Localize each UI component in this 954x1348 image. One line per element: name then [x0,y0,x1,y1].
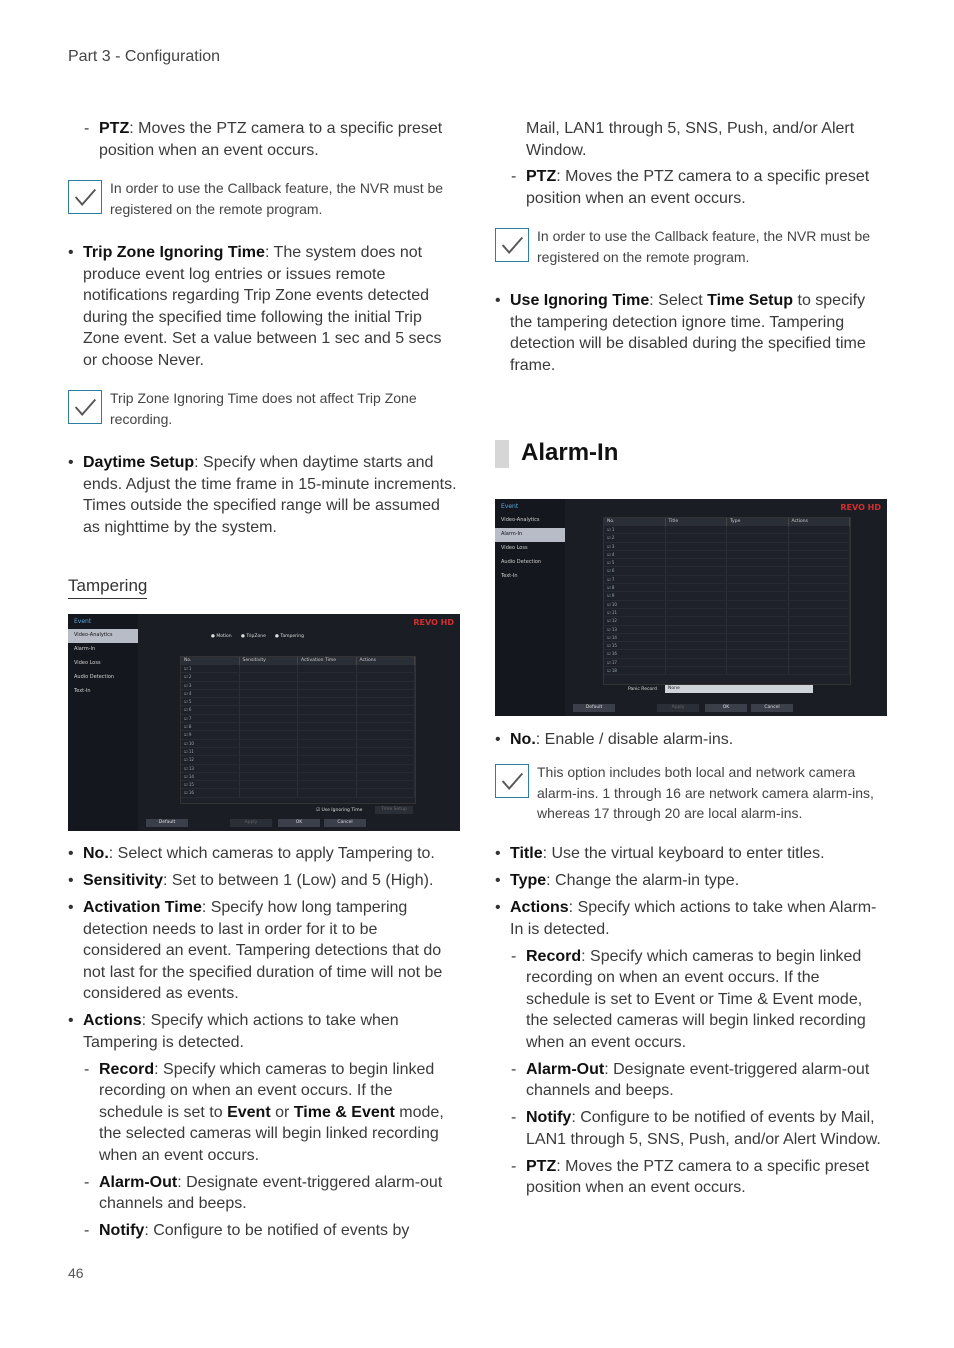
actions-item: • Actions: Specify which actions to take when Alarm-In is detected. [495,897,887,940]
row-number: ☑ 7 [604,576,666,583]
table-row[interactable] [604,592,850,600]
radio-motion[interactable]: ● Motion [211,634,232,639]
table-cell [357,748,416,755]
table-cell [666,667,728,674]
table-cell [727,601,789,608]
table-row[interactable] [181,673,415,681]
table-row[interactable] [604,534,850,542]
alarm-out-item: - Alarm-Out: Designate event-triggered alarm-out channels and beeps. [68,1172,458,1215]
table-cell [240,731,299,738]
row-number: ☑ 4 [604,551,666,558]
table-row[interactable] [181,748,415,756]
table-cell [727,551,789,558]
table-cell [789,617,851,624]
time-setup-button[interactable]: Time Setup [375,806,413,814]
table-cell [789,601,851,608]
table-cell [727,659,789,666]
table-row[interactable] [181,731,415,739]
table-cell [298,740,357,747]
note-callback: In order to use the Callback feature, the NVR must be registered on the remote program. [495,226,887,267]
table-cell [240,706,299,713]
table-cell [357,773,416,780]
table-cell [789,642,851,649]
table-cell [789,650,851,657]
table-row[interactable] [604,567,850,575]
side-item[interactable]: Video Loss [74,660,101,666]
panic-record-select[interactable]: None [665,685,813,693]
check-icon [68,180,102,214]
table-cell [298,723,357,730]
table-row[interactable] [181,706,415,714]
table-cell [666,526,728,533]
table-cell [357,706,416,713]
row-number: ☑ 13 [181,765,240,772]
side-item[interactable]: Audio Detection [74,674,115,680]
table-cell [666,659,728,666]
table-cell [298,748,357,755]
table-cell [298,731,357,738]
left-column [68,118,458,161]
table-cell [357,665,416,672]
row-number: ☑ 5 [181,698,240,705]
row-number: ☑ 14 [181,773,240,780]
table-cell [240,781,299,788]
row-number: ☑ 13 [604,626,666,633]
table-cell [666,634,728,641]
side-item[interactable]: Video-Analytics [68,629,138,643]
table-cell [789,526,851,533]
row-number: ☑ 12 [181,756,240,763]
note-trip-zone: Trip Zone Ignoring Time does not affect Trip Zone recording. [68,388,458,429]
table-row[interactable] [604,551,850,559]
sensitivity-item: • Sensitivity: Set to between 1 (Low) and 5 (High). [68,870,458,892]
row-number: ☑ 6 [604,567,666,574]
table-row[interactable] [604,626,850,634]
table-cell [727,617,789,624]
table-row[interactable] [181,698,415,706]
table-cell [298,665,357,672]
table-row[interactable] [604,559,850,567]
type-item: • Type: Change the alarm-in type. [495,870,887,892]
table-row[interactable] [604,634,850,642]
table-cell [666,650,728,657]
table-row[interactable] [181,715,415,723]
row-number: ☑ 16 [181,789,240,796]
table-cell [357,682,416,689]
table-cell [727,634,789,641]
table-row[interactable] [181,781,415,789]
alarm-in-screenshot [495,499,887,716]
side-item[interactable]: Alarm-In [495,528,565,542]
table-cell [789,534,851,541]
table-cell [666,592,728,599]
table-row[interactable] [181,765,415,773]
table-row[interactable] [181,756,415,764]
row-number: ☑ 1 [181,665,240,672]
table-cell [240,665,299,672]
ptz-item: - PTZ: Moves the PTZ camera to a specific preset position when an event occurs. [495,166,887,209]
table-cell [240,740,299,747]
table-header: No. Title Type Actions [604,518,850,526]
table-cell [666,626,728,633]
table-cell [298,781,357,788]
table-row[interactable] [604,650,850,658]
table-cell [240,690,299,697]
table-cell [240,756,299,763]
table-row[interactable] [181,723,415,731]
row-number: ☑ 1 [604,526,666,533]
table-cell [357,789,416,796]
row-number: ☑ 4 [181,690,240,697]
table-cell [789,576,851,583]
row-number: ☑ 9 [604,592,666,599]
table-cell [240,765,299,772]
no-item: • No.: Select which cameras to apply Tampering to. [68,843,458,865]
row-number: ☑ 12 [604,617,666,624]
table-cell [727,526,789,533]
table-row[interactable] [181,740,415,748]
row-number: ☑ 10 [181,740,240,747]
tampering-screenshot [68,614,460,831]
apply-button[interactable]: Apply [230,819,272,827]
table-cell [789,592,851,599]
table-cell [357,756,416,763]
table-cell [240,673,299,680]
row-number: ☑ 2 [604,534,666,541]
brand-logo: REVO HD [413,618,454,627]
brand-logo: REVO HD [840,503,881,512]
table-cell [298,690,357,697]
side-title: Event [501,503,519,510]
table-cell [789,559,851,566]
row-number: ☑ 15 [181,781,240,788]
table-row[interactable] [604,667,850,675]
trip-zone-item: • Trip Zone Ignoring Time: The system does not produce event log entries or issues remote notifications regarding Trip Zone events detected during the specified time following the initial Trip Zone event. Set a value between 1 sec and 5 secs or choose Never. [68,242,458,371]
table-cell [357,765,416,772]
table-cell [298,698,357,705]
use-ignoring-item: • Use Ignoring Time: Select Time Setup to specify the tampering detection ignore time. Tampering detection will be disabled during the specified time frame. [495,290,887,376]
table-cell [298,715,357,722]
table-cell [727,584,789,591]
table-cell [727,592,789,599]
row-number: ☑ 15 [604,642,666,649]
table-cell [240,698,299,705]
table-row[interactable] [604,642,850,650]
table-cell [789,584,851,591]
table-cell [357,781,416,788]
radio-tampering[interactable]: ● Tampering [275,634,304,639]
page-number: 46 [68,1265,84,1281]
side-item[interactable]: Video-Analytics [501,517,540,523]
table-cell [357,673,416,680]
table-row[interactable] [181,690,415,698]
table-row[interactable] [604,601,850,609]
table-cell [357,731,416,738]
note-alarm-ins: This option includes both local and network camera alarm-ins. 1 through 16 are network camera alarm-ins, whereas 17 through 20 are local alarm-ins. [495,762,887,824]
table-cell [357,715,416,722]
table-cell [727,543,789,550]
section-title: Alarm-In [495,438,618,468]
note-callback: In order to use the Callback feature, the NVR must be registered on the remote program. [68,178,458,219]
check-icon [68,390,102,424]
table-cell [298,789,357,796]
side-item[interactable]: Alarm-In [74,646,96,652]
table-row[interactable] [604,576,850,584]
tampering-table [180,656,416,804]
table-row[interactable] [604,584,850,592]
row-number: ☑ 3 [181,682,240,689]
page-header: Part 3 - Configuration [68,48,221,65]
record-item: - Record: Specify which cameras to begin linked recording on when an event occurs. If the schedule is set to Event or Time & Event mode, the selected cameras will begin linked recording when an event occurs. [495,946,887,1054]
table-cell [240,715,299,722]
alarm-out-item: - Alarm-Out: Designate event-triggered alarm-out channels and beeps. [495,1059,887,1102]
table-cell [727,626,789,633]
notify-continued: Mail, LAN1 through 5, SNS, Push, and/or Alert Window. [526,120,855,159]
row-number: ☑ 10 [604,601,666,608]
alarm-in-table [603,517,851,685]
table-row[interactable] [604,543,850,551]
table-cell [727,667,789,674]
row-number: ☑ 11 [181,748,240,755]
table-cell [727,559,789,566]
table-cell [298,773,357,780]
table-cell [727,609,789,616]
check-icon [495,228,529,262]
table-cell [789,626,851,633]
table-cell [666,534,728,541]
table-cell [298,765,357,772]
default-button[interactable]: Default [573,704,615,712]
side-item[interactable]: Video Loss [501,545,528,551]
row-number: ☑ 5 [604,559,666,566]
activation-time-item: • Activation Time: Specify how long tampering detection needs to last in order for it to be considered an event. Tampering detections that do not last for the specified duration of time will not be considered as events. [68,897,458,1005]
row-number: ☑ 8 [604,584,666,591]
side-item[interactable]: Text-In [74,688,91,694]
side-title: Event [74,618,92,625]
table-cell [357,740,416,747]
table-row[interactable] [604,617,850,625]
table-cell [789,659,851,666]
row-number: ☑ 14 [604,634,666,641]
table-cell [240,723,299,730]
ok-button[interactable]: OK [278,819,320,827]
actions-item: • Actions: Specify which actions to take when Tampering is detected. [68,1010,458,1053]
table-cell [357,698,416,705]
table-cell [357,690,416,697]
table-cell [666,559,728,566]
tampering-heading: Tampering [68,576,147,599]
table-cell [298,706,357,713]
daytime-item: • Daytime Setup: Specify when daytime starts and ends. Adjust the time frame in 15-minute increments. Times outside the specified range will be assumed as nighttime by the system. [68,452,458,538]
table-cell [240,789,299,796]
row-number: ☑ 18 [604,667,666,674]
table-cell [727,567,789,574]
table-cell [240,682,299,689]
table-cell [789,634,851,641]
table-cell [666,617,728,624]
table-row[interactable] [181,682,415,690]
row-number: ☑ 11 [604,609,666,616]
table-cell [789,667,851,674]
table-cell [357,723,416,730]
table-cell [789,543,851,550]
table-cell [666,567,728,574]
table-cell [727,642,789,649]
table-row[interactable] [181,665,415,673]
notify-item: - Notify: Configure to be notified of events by [68,1220,458,1242]
table-cell [666,601,728,608]
row-number: ☑ 2 [181,673,240,680]
table-cell [666,551,728,558]
table-cell [666,609,728,616]
table-row[interactable] [181,789,415,797]
ok-button[interactable]: OK [705,704,747,712]
row-number: ☑ 6 [181,706,240,713]
default-button[interactable]: Default [146,819,188,827]
table-cell [789,609,851,616]
table-cell [666,584,728,591]
notify-item: - Notify: Configure to be notified of events by Mail, LAN1 through 5, SNS, Push, and/or Alert Window. [495,1107,887,1150]
row-number: ☑ 8 [181,723,240,730]
table-cell [666,543,728,550]
radio-tripzone[interactable]: ● TripZone [241,634,266,639]
ptz-item: - PTZ: Moves the PTZ camera to a specific preset position when an event occurs. [495,1156,887,1199]
row-number: ☑ 17 [604,659,666,666]
cancel-button[interactable]: Cancel [751,704,793,712]
table-cell [298,756,357,763]
no-item: • No.: Enable / disable alarm-ins. [495,729,887,751]
table-cell [298,673,357,680]
table-cell [789,551,851,558]
check-icon [495,764,529,798]
table-row[interactable] [181,773,415,781]
row-number: ☑ 7 [181,715,240,722]
table-header: No. Sensitivity Activation Time Actions [181,657,415,665]
panic-record-label: Panic Record [628,687,657,692]
table-cell [240,773,299,780]
row-number: ☑ 16 [604,650,666,657]
side-item[interactable]: Audio Detection [501,559,542,565]
use-ignoring-checkbox[interactable]: ☑ Use Ignoring Time [316,808,363,813]
table-cell [727,650,789,657]
cancel-button[interactable]: Cancel [324,819,366,827]
table-cell [727,576,789,583]
table-cell [298,682,357,689]
apply-button[interactable]: Apply [657,704,699,712]
table-cell [240,748,299,755]
title-item: • Title: Use the virtual keyboard to enter titles. [495,843,887,865]
record-item: - Record: Specify which cameras to begin linked recording on when an event occurs. If the schedule is set to Event or Time & Event mode, the selected cameras will begin linked recording when an event occurs. [68,1059,458,1167]
row-number: ☑ 9 [181,731,240,738]
row-number: ☑ 3 [604,543,666,550]
table-cell [789,567,851,574]
table-cell [727,534,789,541]
table-cell [666,576,728,583]
table-row[interactable] [604,526,850,534]
side-item[interactable]: Text-In [501,573,518,579]
table-row[interactable] [604,659,850,667]
table-row[interactable] [604,609,850,617]
table-cell [666,642,728,649]
ptz-item: - PTZ: Moves the PTZ camera to a specific preset position when an event occurs. [68,118,458,161]
